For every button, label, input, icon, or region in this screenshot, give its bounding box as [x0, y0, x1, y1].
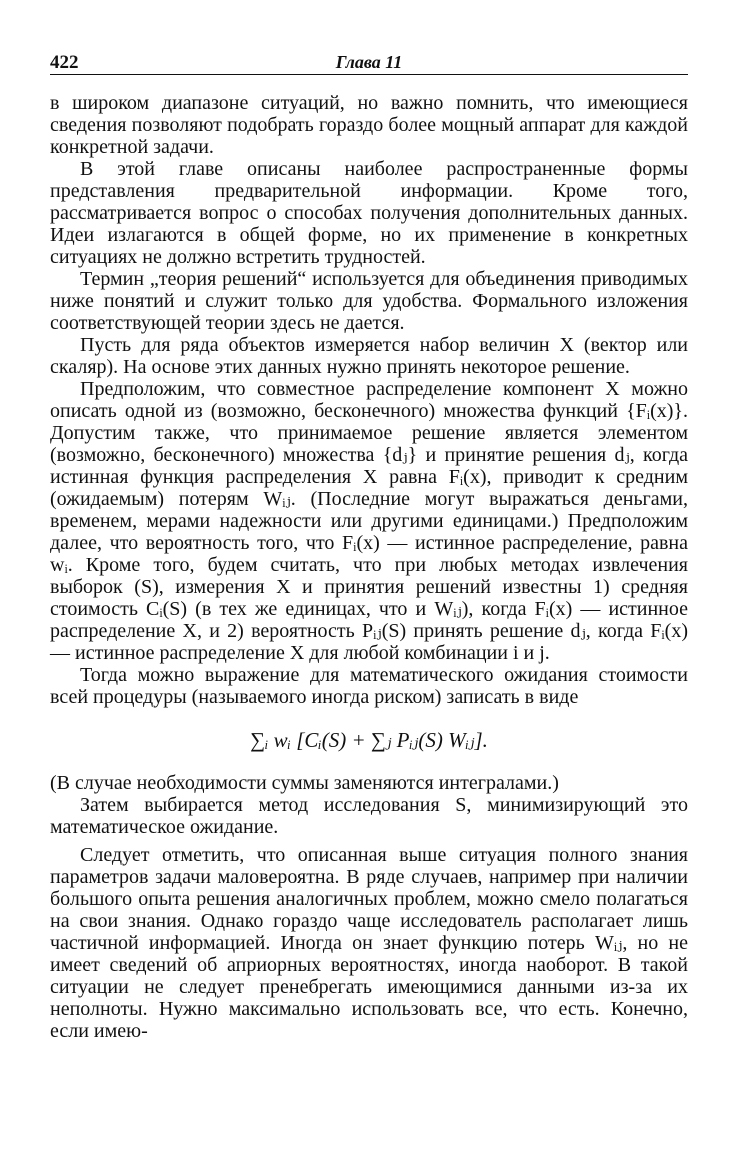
body-text: [50, 92, 688, 1042]
paragraph-risk-intro: Тогда можно выражение для математического ожидания стоимости всей процедуры (называемого иногда риском) записать в виде: [50, 664, 688, 708]
paragraph-measurement-setup: Пусть для ряда объектов измеряется набор величин X (вектор или скаляр). На основе этих данных нужно принять некоторое решение.: [50, 334, 688, 378]
paragraph-integrals-note: (В случае необходимости суммы заменяются интегралами.): [50, 772, 559, 794]
paragraph-chapter-overview: В этой главе описаны наиболее распространенные формы представления предварительной информации. Кроме того, рассматривается вопрос о способах получения дополнительных данных. Идеи излагаются в общей форме, но их применение в конкретных ситуациях не должно встретить трудностей.: [50, 158, 688, 268]
chapter-title: Глава 11: [335, 52, 403, 72]
paragraph-decision-theory-term: Термин „теория решений“ используется для объединения приводимых ниже понятий и служит только для удобства. Формального изложения соответствующей теории здесь не дается.: [50, 268, 688, 334]
paragraph-continuation: в широком диапазоне ситуаций, но важно помнить, что имеющиеся сведения позволяют подобрать гораздо более мощный аппарат для каждой конкретной задачи.: [50, 92, 688, 158]
risk-formula: ∑ᵢ wᵢ [Cᵢ(S) + ∑ⱼ Pᵢⱼ(S) Wᵢⱼ].: [250, 728, 488, 752]
page-number: 422: [50, 52, 79, 73]
running-header: [50, 50, 688, 75]
paragraph-method-choice: Затем выбирается метод исследования S, минимизирующий это математическое ожидание.: [50, 794, 688, 838]
paragraph-partial-information: Следует отметить, что описанная выше ситуация полного знания параметров задачи маловероятна. В ряде случаев, например при наличии большого опыта решения аналогичных проблем, можно смело полагаться на свои знания. Однако гораздо чаще исследователь располагает лишь частичной информацией. Иногда он знает функцию потерь Wᵢⱼ, но не имеет сведений об априорных вероятностях, иногда наоборот. В такой ситуации не следует пренебрегать имеющимися данными из-за их неполноты. Нужно максимально использовать все, что есть. Конечно, если имею-: [50, 844, 688, 1042]
paragraph-loss-definitions: Предположим, что совместное распределение компонент X можно описать одной из (возможно, бесконечного) множества функций {Fᵢ(x)}. Допустим также, что принимаемое решение является элементом (возможно, бесконечного) множества {dⱼ} и принятие решения dⱼ, когда истинная функция распределения X равна Fᵢ(x), приводит к средним (ожидаемым) потерям Wᵢⱼ. (Последние могут выражаться деньгами, временем, мерами надежности или другими единицами.) Предположим далее, что вероятность того, что Fᵢ(x) — истинное распределение, равна wᵢ. Кроме того, будем считать, что при любых методах извлечения выборок (S), измерения X и принятия решений известны 1) средняя стоимость Cᵢ(S) (в тех же единицах, что и Wᵢⱼ), когда Fᵢ(x) — истинное распределение X, и 2) вероятность Pᵢⱼ(S) принять решение dⱼ, когда Fᵢ(x) — истинное распределение X для любой комбинации i и j.: [50, 378, 688, 664]
